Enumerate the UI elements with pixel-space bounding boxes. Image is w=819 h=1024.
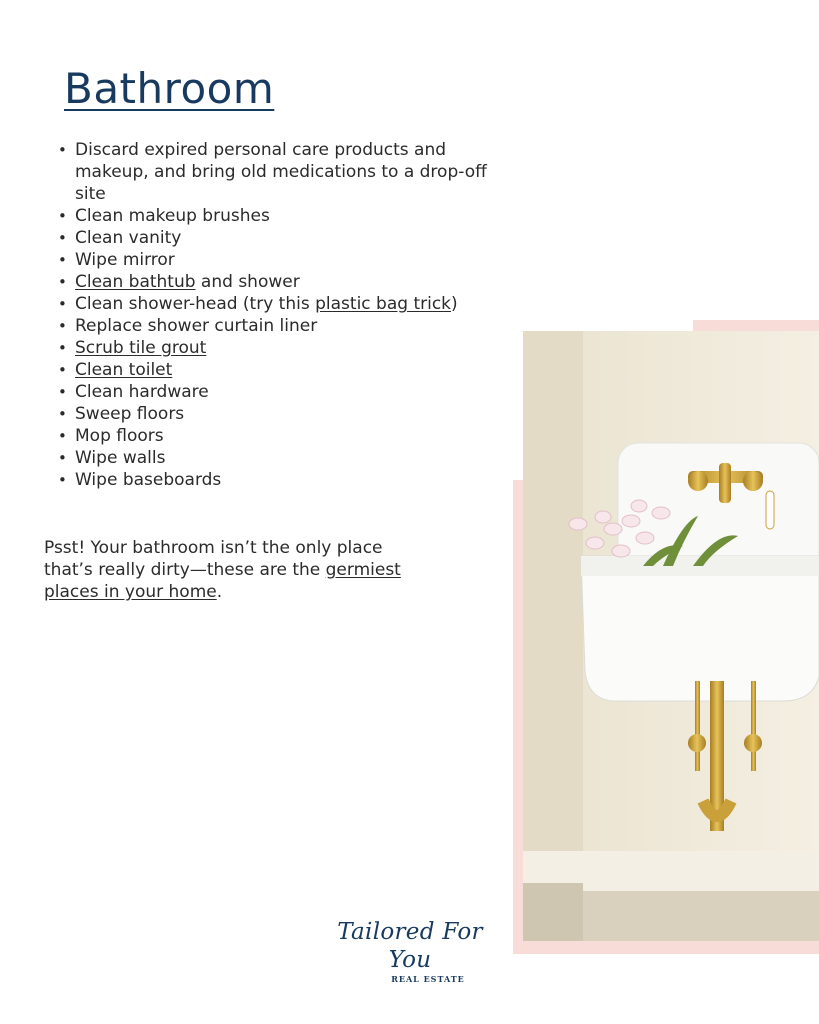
germiest-places-link[interactable]: germiest places in your home	[44, 560, 401, 602]
checklist-item	[75, 205, 515, 227]
checklist-item	[75, 469, 515, 491]
checklist-text: Clean hardware	[75, 382, 209, 402]
checklist-item	[75, 447, 515, 469]
logo-subtitle: REAL ESTATE	[391, 974, 465, 984]
checklist-item	[75, 337, 515, 359]
psst-end: .	[216, 582, 223, 602]
checklist-item	[75, 227, 515, 249]
checklist-item	[75, 381, 515, 403]
psst-note	[44, 537, 424, 603]
checklist-text: Discard expired personal care products and makeup, and bring old medications to a drop-off site	[75, 140, 487, 204]
checklist-item	[75, 359, 515, 381]
checklist-item	[75, 425, 515, 447]
page-title: Bathroom	[64, 64, 275, 113]
sink-photo	[523, 331, 819, 941]
checklist-item	[75, 139, 515, 205]
checklist-item	[75, 403, 515, 425]
logo-script: Tailored For You	[337, 919, 483, 973]
checklist-text: Clean vanity	[75, 228, 182, 248]
brand-logo	[320, 918, 500, 984]
checklist-link[interactable]: Scrub tile grout	[75, 338, 207, 358]
checklist-text: Clean shower-head (try this	[75, 294, 316, 314]
psst-text: Psst! Your bathroom isn’t the only place that’s really dirty—these are the	[44, 538, 383, 580]
checklist-link[interactable]: Clean toilet	[75, 360, 173, 380]
cleaning-checklist	[75, 139, 515, 491]
checklist-text: Wipe walls	[75, 448, 166, 468]
checklist-text: Replace shower curtain liner	[75, 316, 318, 336]
checklist-text: )	[451, 294, 458, 314]
checklist-item	[75, 249, 515, 271]
checklist-text: Mop floors	[75, 426, 164, 446]
checklist-text: Wipe mirror	[75, 250, 175, 270]
photo-accent-bottom	[513, 940, 819, 954]
checklist-item	[75, 293, 515, 315]
checklist-text: and shower	[195, 272, 300, 292]
checklist-text: Sweep floors	[75, 404, 185, 424]
checklist-link[interactable]: Clean bathtub	[75, 272, 196, 292]
checklist-text: Wipe baseboards	[75, 470, 222, 490]
checklist-link[interactable]: plastic bag trick	[315, 294, 452, 314]
checklist-item	[75, 271, 515, 293]
sink-illustration	[523, 331, 819, 941]
checklist-text: Clean makeup brushes	[75, 206, 270, 226]
checklist-item	[75, 315, 515, 337]
